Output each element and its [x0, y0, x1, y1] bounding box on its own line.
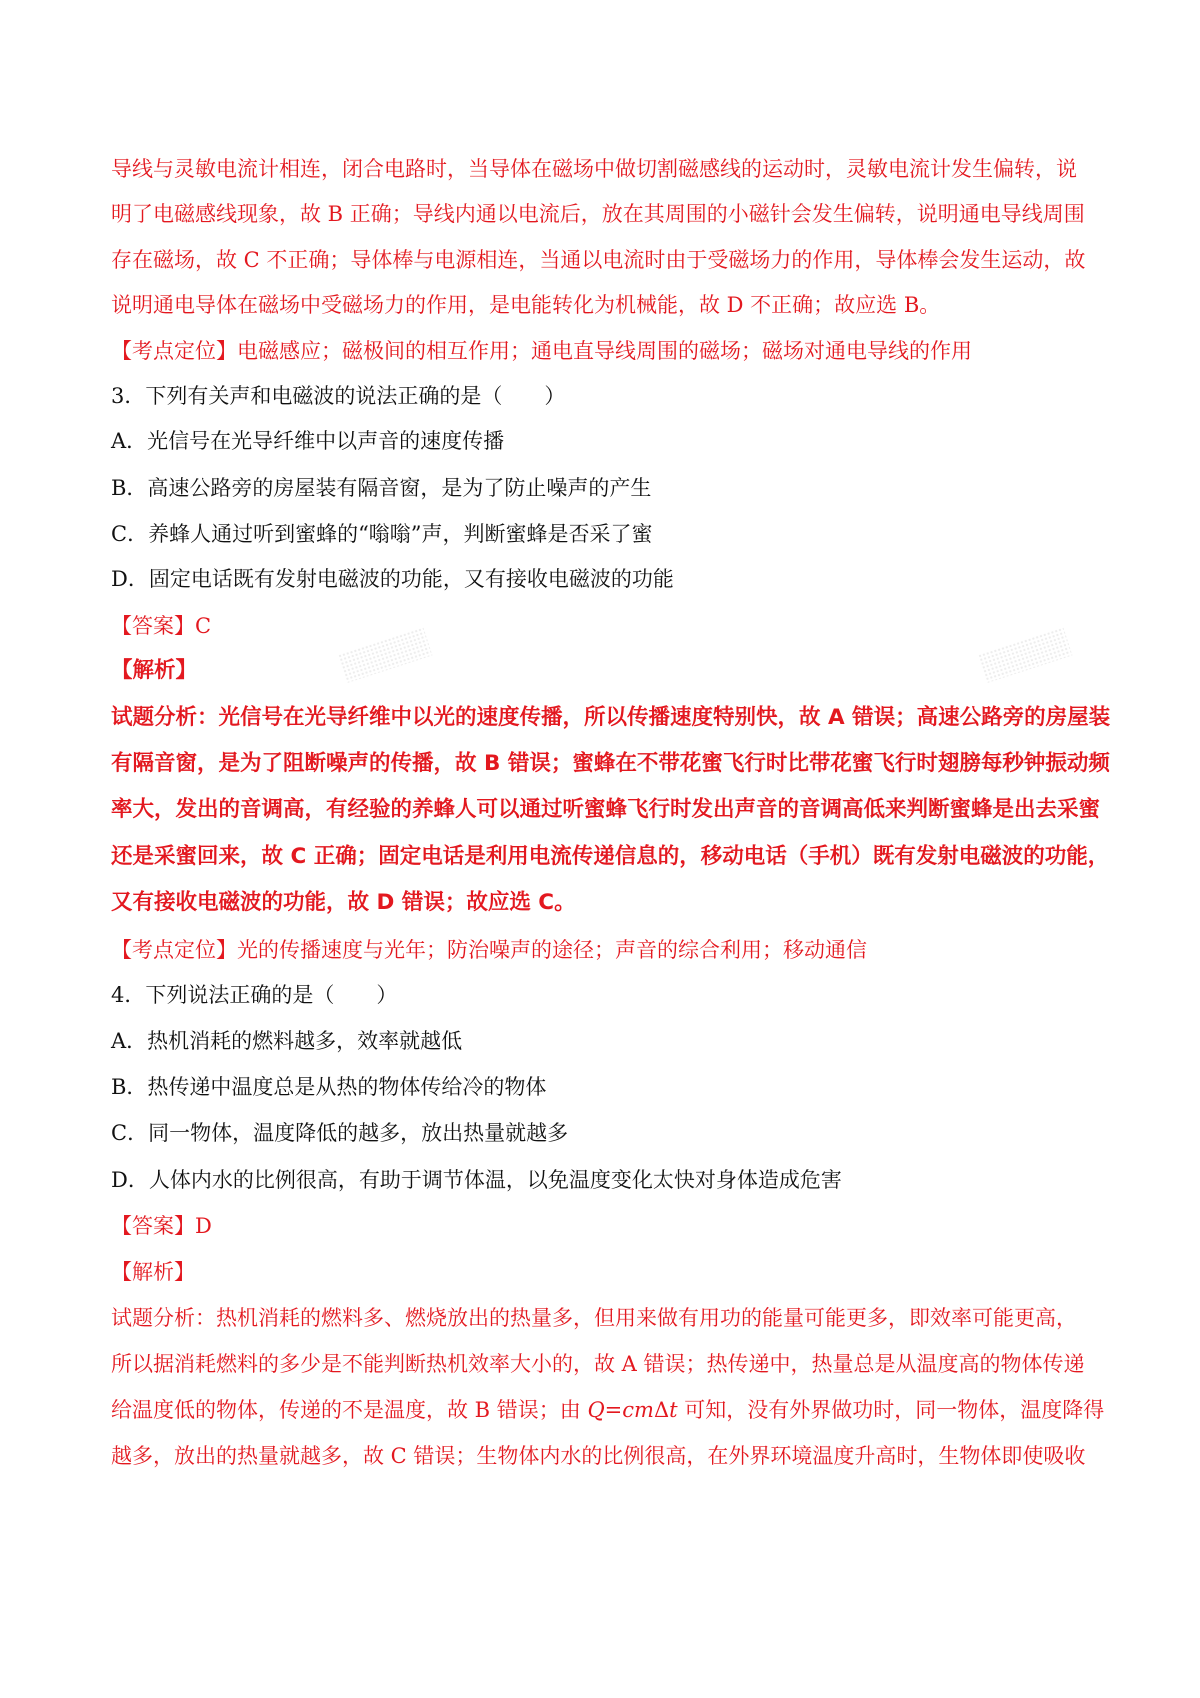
q4-option-d: D．人体内水的比例很高，有助于调节体温，以免温度变化太快对身体造成危害 — [111, 1168, 842, 1192]
watermark-right — [978, 627, 1073, 683]
q3-analysis-line-1: 试题分析：光信号在光导纤维中以光的速度传播，所以传播速度特别快，故 A 错误；高速公路旁的房屋装 — [111, 705, 1111, 730]
q4-analysis-line-4: 越多，放出的热量就越多，故 C 错误；生物体内水的比例很高，在外界环境温度升高时，生物体即使吸收 — [111, 1444, 1086, 1468]
q3-answer: 【答案】C — [111, 614, 212, 638]
prev-analysis-line-3: 存在磁场，故 C 不正确；导体棒与电源相连，当通以电流时由于受磁场力的作用，导体棒会发生运动，故 — [111, 248, 1086, 272]
q3-option-b: B．高速公路旁的房屋装有隔音窗，是为了防止噪声的产生 — [111, 476, 652, 500]
q3-kaodian: 【考点定位】光的传播速度与光年；防治噪声的途径；声音的综合利用；移动通信 — [111, 938, 867, 962]
heat-formula: Q=cm — [587, 1398, 654, 1422]
q4-option-b: B．热传递中温度总是从热的物体传给冷的物体 — [111, 1075, 547, 1099]
q3-option-a: A．光信号在光导纤维中以声音的速度传播 — [111, 429, 505, 453]
watermark-left — [338, 627, 433, 683]
q3-option-c: C．养蜂人通过听到蜜蜂的“嗡嗡”声，判断蜜蜂是否采了蜜 — [111, 522, 653, 546]
q3-analysis-line-2: 有隔音窗，是为了阻断噪声的传播，故 B 错误；蜜蜂在不带花蜜飞行时比带花蜜飞行时翅膀每秒钟振动频 — [111, 751, 1110, 776]
q4-analysis-line-2: 所以据消耗燃料的多少是不能判断热机效率大小的，故 A 错误；热传递中，热量总是从温度高的物体传递 — [111, 1352, 1085, 1376]
q4-analysis-line-1: 试题分析：热机消耗的燃料多、燃烧放出的热量多，但用来做有用功的能量可能更多，即效率可能更高， — [111, 1306, 1077, 1330]
q3-analysis-line-5: 又有接收电磁波的功能，故 D 错误；故应选 C。 — [111, 890, 576, 915]
q4-analysis-line-3 — [111, 1396, 1104, 1424]
delta-symbol: Δ — [653, 1398, 670, 1422]
q4-option-a: A．热机消耗的燃料越多，效率就越低 — [111, 1029, 463, 1053]
prev-analysis-line-4: 说明通电导体在磁场中受磁场力的作用，是电能转化为机械能，故 D 不正确；故应选 B。 — [111, 293, 941, 317]
q4-option-c: C．同一物体，温度降低的越多，放出热量就越多 — [111, 1121, 569, 1145]
q4-stem: 4．下列说法正确的是（ ） — [111, 983, 398, 1007]
heat-formula-t: t — [669, 1398, 678, 1422]
q4-answer: 【答案】D — [111, 1214, 212, 1238]
q3-stem: 3．下列有关声和电磁波的说法正确的是（ ） — [111, 384, 566, 408]
q4-analysis-line-3-after: 可知，没有外界做功时，同一物体，温度降得 — [677, 1398, 1105, 1422]
prev-analysis-line-2: 明了电磁感线现象，故 B 正确；导线内通以电流后，放在其周围的小磁针会发生偏转，说明通电导线周围 — [111, 202, 1085, 226]
q4-jiexi-heading: 【解析】 — [111, 1260, 195, 1284]
q3-option-d: D．固定电话既有发射电磁波的功能，又有接收电磁波的功能 — [111, 567, 674, 591]
prev-kaodian: 【考点定位】电磁感应；磁极间的相互作用；通电直导线周围的磁场；磁场对通电导线的作用 — [111, 339, 972, 363]
q3-jiexi-heading: 【解析】 — [111, 658, 198, 683]
q4-analysis-line-3-before: 给温度低的物体，传递的不是温度，故 B 错误；由 — [111, 1398, 588, 1422]
q3-analysis-line-4: 还是采蜜回来，故 C 正确；固定电话是利用电流传递信息的，移动电话（手机）既有发射电磁波的功能， — [111, 844, 1110, 869]
q3-analysis-line-3: 率大，发出的音调高，有经验的养蜂人可以通过听蜜蜂飞行时发出声音的音调高低来判断蜜蜂是出去采蜜 — [111, 797, 1101, 822]
prev-analysis-line-1: 导线与灵敏电流计相连，闭合电路时，当导体在磁场中做切割磁感线的运动时，灵敏电流计发生偏转，说 — [111, 157, 1077, 181]
